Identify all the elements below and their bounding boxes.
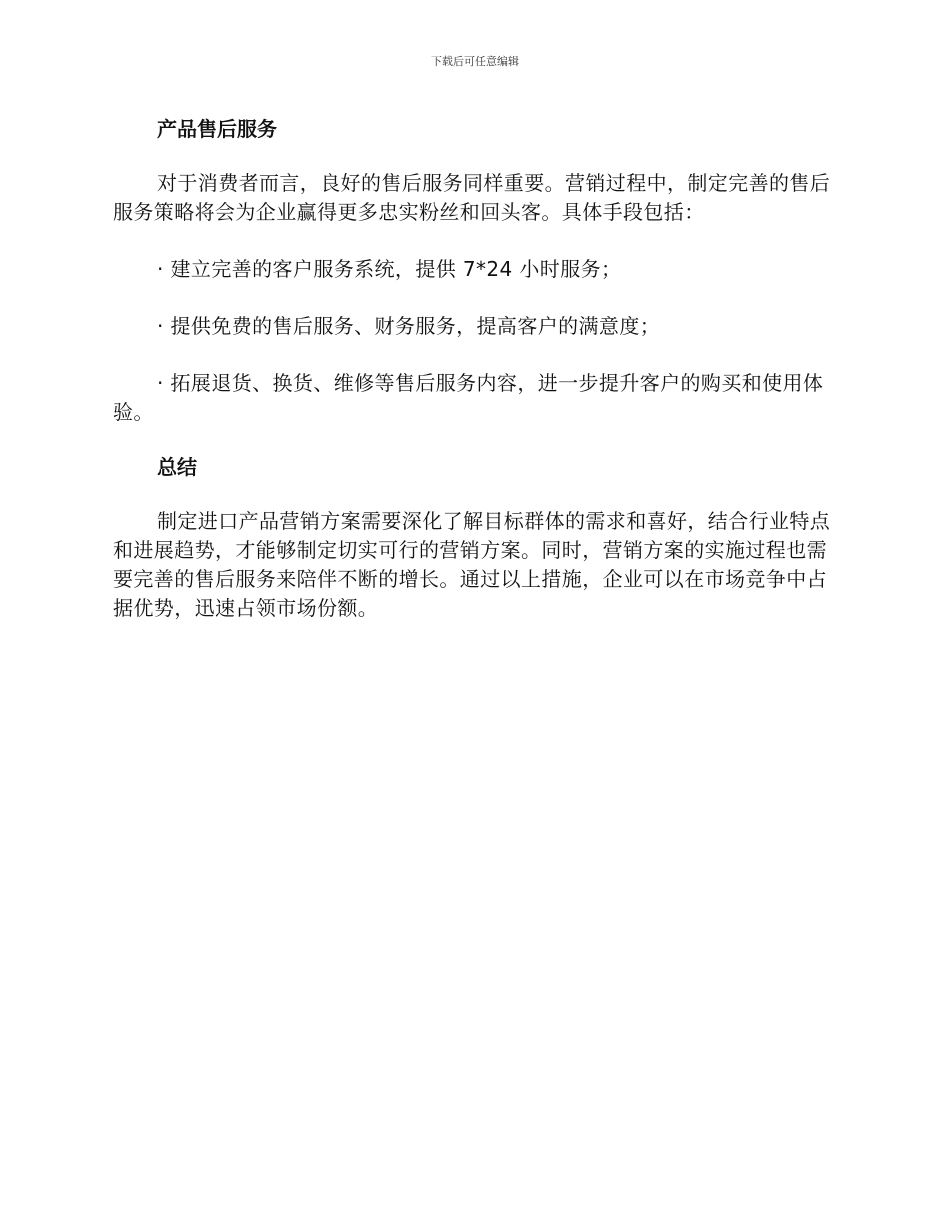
section-title-summary: 总结: [157, 455, 197, 479]
spacer: [113, 427, 835, 450]
spacer: [113, 146, 835, 169]
spacer: [113, 341, 835, 369]
bullet-item: · 拓展退货、换货、维修等售后服务内容，进一步提升客户的购买和使用体验。: [113, 371, 824, 424]
spacer: [113, 227, 835, 255]
page-header-note: 下载后可任意编辑: [431, 55, 519, 68]
document-content: [113, 112, 835, 623]
after-sales-intro-paragraph: 对于消费者而言，良好的售后服务同样重要。营销过程中，制定完善的售后服务策略将会为企业赢得更多忠实粉丝和回头客。具体手段包括：: [113, 171, 831, 224]
spacer: [113, 284, 835, 312]
bullet-item: · 建立完善的客户服务系统，提供 7*24 小时服务；: [157, 257, 622, 281]
bullet-item: · 提供免费的售后服务、财务服务，提高客户的满意度；: [157, 314, 661, 338]
summary-paragraph: 制定进口产品营销方案需要深化了解目标群体的需求和喜好，结合行业特点和进展趋势，才能够制定切实可行的营销方案。同时，营销方案的实施过程也需要完善的售后服务来陪伴不断的增长。通过以上措施，企业可以在市场竞争中占据优势，迅速占领市场份额。: [113, 509, 831, 620]
spacer: [113, 484, 835, 507]
section-title-after-sales: 产品售后服务: [157, 117, 277, 141]
